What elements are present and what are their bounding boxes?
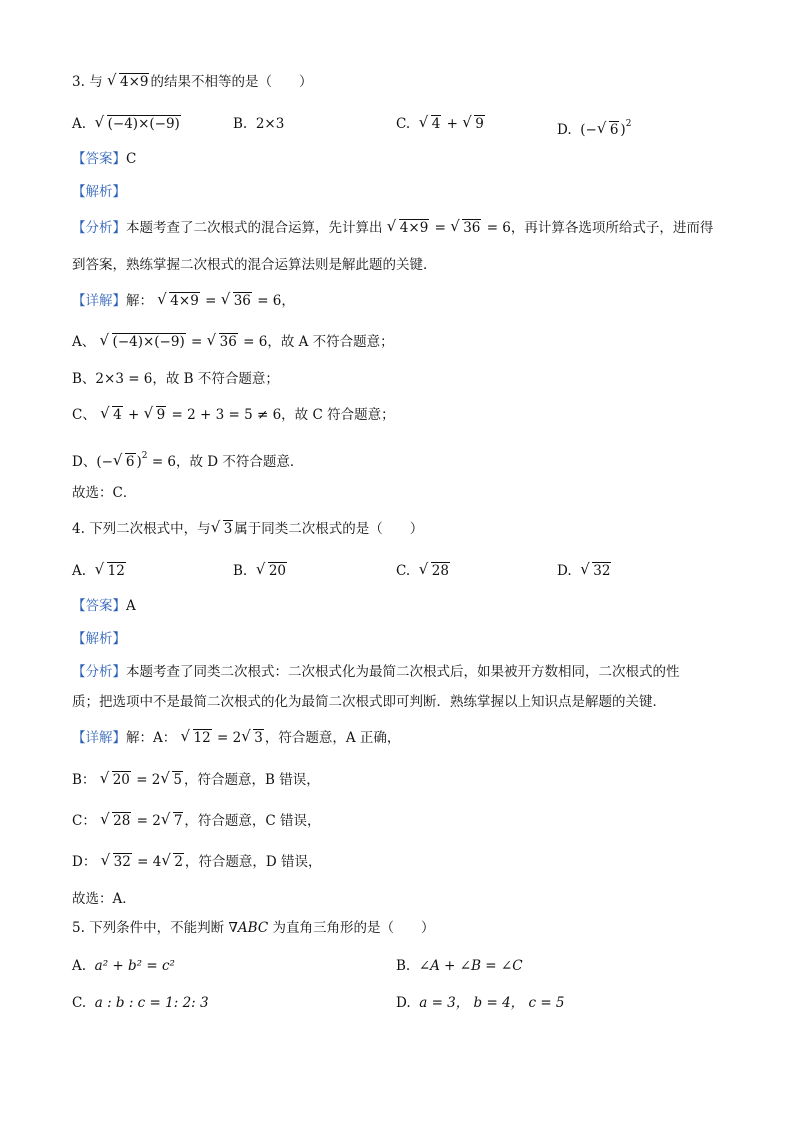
sqrt-icon: √ 4×9 <box>108 72 150 92</box>
sqrt-icon: √ 28 <box>101 811 131 831</box>
q4-option-d: D. √ 32 <box>557 561 612 581</box>
q4-detail-d: D： √ 32 = 4√ 2 ，符合题意，D 错误， <box>72 852 322 872</box>
q3-option-c: C. √ 4 + √ 9 <box>396 114 486 134</box>
q4-detail-b: B： √ 20 = 2√ 5 ，符合题意，B 错误， <box>72 770 320 790</box>
triangle-icon: ∇ABC <box>228 920 269 936</box>
q5-option-a: A. a² + b² = c² <box>72 958 175 974</box>
q3-detail-b: B、2×3 = 6，故 B 不符合题意； <box>72 371 279 387</box>
sqrt-icon: √ 4 <box>420 114 442 134</box>
sqrt-icon: √ 3 <box>212 519 234 539</box>
sqrt-icon: √ 3 <box>242 728 264 748</box>
q3-answer: 【答案】C <box>72 151 137 167</box>
sqrt-icon: √ 36 <box>208 332 238 352</box>
q5-option-d: D. a = 3， b = 4， c = 5 <box>396 995 565 1011</box>
sqrt-icon: √ 5 <box>161 770 183 790</box>
sqrt-icon: √ 12 <box>96 561 126 581</box>
q4-option-c: C. √ 28 <box>396 561 451 581</box>
q3-fenxi-line-2: 到答案，熟练掌握二次根式的混合运算法则是解此题的关键． <box>72 257 437 273</box>
q4-number: 4. <box>72 521 85 537</box>
q4-analysis-tag: 【解析】 <box>72 631 126 647</box>
q3-option-a: A. √ (−4)×(−9) <box>72 114 182 134</box>
q3-stem: 3. 与 √ 4×9 的结果不相等的是（ ） <box>72 72 312 92</box>
q4-option-b: B. √ 20 <box>233 561 288 581</box>
sqrt-icon: √ 20 <box>101 770 131 790</box>
q5-number: 5. <box>72 920 85 936</box>
q4-fenxi-line-2: 质；把选项中不是最简二次根式的化为最简二次根式即可判断．熟练掌握以上知识点是解题的关键． <box>72 694 666 710</box>
q5-stem: 5. 下列条件中，不能判断 ∇ABC 为直角三角形的是（ ） <box>72 920 435 936</box>
q4-detail-c: C： √ 28 = 2√ 7 ，符合题意，C 错误， <box>72 811 321 831</box>
sqrt-icon: √ 9 <box>145 405 167 425</box>
sqrt-icon: √ 32 <box>581 561 611 581</box>
sqrt-icon: √ 2 <box>162 852 184 872</box>
q3-xiangjie: 【详解】解： √ 4×9 = √ 36 = 6， <box>72 291 295 311</box>
q3-detail-d: D、(−√ 6 )$^2$ = 6，故 D 不符合题意． <box>72 446 303 472</box>
q3-number: 3. <box>72 74 85 90</box>
q5-option-b: B. ∠A + ∠B = ∠C <box>396 958 523 974</box>
q5-option-c: C. a : b : c = 1: 2: 3 <box>72 995 209 1011</box>
sqrt-icon: √ 4×9 <box>158 291 200 311</box>
sqrt-icon: √ 20 <box>257 561 287 581</box>
sqrt-icon: √ 4 <box>101 405 123 425</box>
sqrt-icon: √ 12 <box>182 728 212 748</box>
q4-fenxi-line-1: 【分析】本题考查了同类二次根式：二次根式化为最简二次根式后，如果被开方数相同，二次根式的性 <box>72 664 680 680</box>
q3-choose: 故选：C． <box>72 485 137 501</box>
q4-answer: 【答案】A <box>72 598 136 614</box>
sqrt-icon: √ 9 <box>463 114 485 134</box>
sqrt-icon: √ 6 <box>114 452 136 472</box>
q4-option-a: A. √ 12 <box>72 561 127 581</box>
sqrt-icon: √ 7 <box>162 811 184 831</box>
sqrt-icon: √ 28 <box>420 561 450 581</box>
q3-option-d: D. (−√ 6 )$^2$ <box>557 114 631 140</box>
q3-option-b: B. 2×3 <box>233 116 285 132</box>
q3-analysis-tag: 【解析】 <box>72 184 126 200</box>
sqrt-icon: √ (−4)×(−9) <box>96 114 181 134</box>
sqrt-icon: √ 6 <box>598 120 620 140</box>
sqrt-icon: √ 4×9 <box>388 218 430 238</box>
sqrt-icon: √ 32 <box>102 852 132 872</box>
sqrt-icon: √ 36 <box>451 218 481 238</box>
q3-detail-c: C、 √ 4 + √ 9 = 2 + 3 = 5 ≠ 6，故 C 符合题意； <box>72 405 395 425</box>
q3-fenxi-line-1: 【分析】本题考查了二次根式的混合运算，先计算出 √ 4×9 = √ 36 = 6，再计算各选项所给式子，进而得 <box>72 218 713 238</box>
q4-detail-a: 【详解】解：A： √ 12 = 2√ 3 ，符合题意，A 正确， <box>72 728 400 748</box>
q4-stem: 4. 下列二次根式中，与√ 3 属于同类二次根式的是（ ） <box>72 519 423 539</box>
sqrt-icon: √ 36 <box>222 291 252 311</box>
q4-choose: 故选：A． <box>72 891 136 907</box>
sqrt-icon: √ (−4)×(−9) <box>101 332 186 352</box>
q3-detail-a: A、 √ (−4)×(−9) = √ 36 = 6，故 A 不符合题意； <box>72 332 394 352</box>
